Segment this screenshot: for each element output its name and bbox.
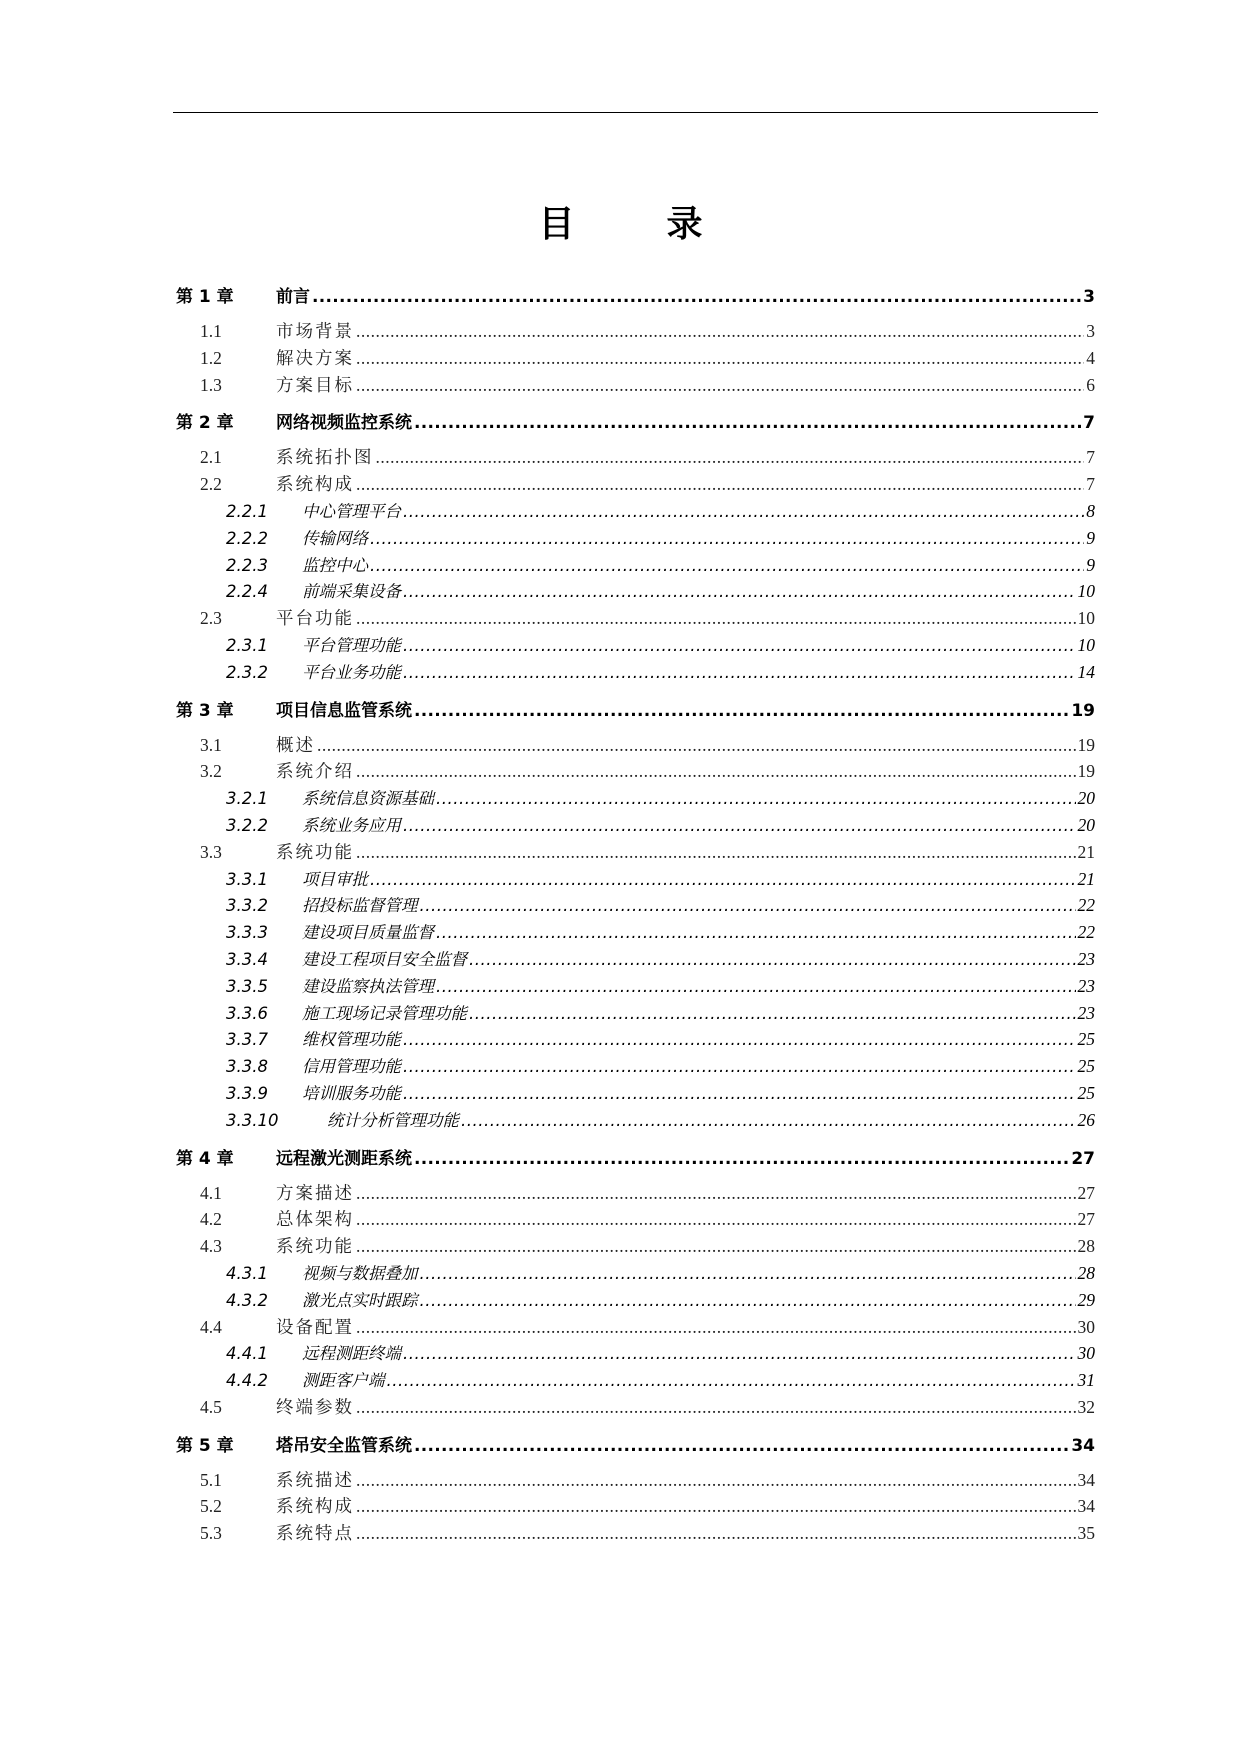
toc-entry-page: 7 bbox=[1083, 413, 1095, 434]
toc-entry-title: 系统描述 bbox=[276, 1469, 354, 1490]
toc-entry-title: 概述 bbox=[276, 734, 315, 755]
toc-entry-title: 培训服务功能 bbox=[302, 1083, 401, 1103]
toc-entry-number: 5.2 bbox=[200, 1496, 222, 1517]
toc-entry-page: 10 bbox=[1077, 634, 1095, 655]
toc-leader-dots bbox=[420, 893, 1076, 920]
toc-entry-title: 终端参数 bbox=[276, 1396, 354, 1417]
toc-leader-dots bbox=[356, 1233, 1076, 1260]
toc-entry-number: 4.2 bbox=[200, 1209, 222, 1230]
toc-leader-dots bbox=[356, 605, 1076, 632]
toc-leader-dots bbox=[356, 1493, 1076, 1520]
toc-entry-page: 26 bbox=[1077, 1109, 1095, 1130]
toc-entry[interactable] bbox=[176, 1394, 1095, 1421]
toc-entry[interactable] bbox=[176, 1340, 1095, 1367]
toc-entry-number: 4.3 bbox=[200, 1236, 222, 1257]
toc-entry-number: 2.2.2 bbox=[226, 528, 268, 548]
toc-entry[interactable] bbox=[176, 1287, 1095, 1314]
toc-entry-title: 远程激光测距系统 bbox=[276, 1148, 412, 1169]
toc-entry-number: 2.2.1 bbox=[226, 501, 268, 521]
toc-entry-number: 3.3 bbox=[200, 841, 222, 862]
toc-entry-page: 22 bbox=[1077, 895, 1095, 916]
toc-entry[interactable] bbox=[176, 605, 1095, 632]
toc-entry[interactable] bbox=[176, 1026, 1095, 1053]
toc-entry-page: 25 bbox=[1077, 1029, 1095, 1050]
toc-entry-number: 3.2.1 bbox=[226, 789, 268, 809]
toc-entry-page: 23 bbox=[1077, 948, 1095, 969]
toc-entry-number: 4.3.1 bbox=[226, 1263, 268, 1283]
toc-entry-title: 视频与数据叠加 bbox=[302, 1263, 418, 1283]
toc-entry-title: 施工现场记录管理功能 bbox=[302, 1003, 467, 1023]
toc-entry-page: 19 bbox=[1071, 700, 1095, 721]
toc-entry-title: 项目审批 bbox=[302, 869, 368, 889]
toc-entry-page: 23 bbox=[1077, 1002, 1095, 1023]
toc-entry-page: 9 bbox=[1086, 554, 1095, 575]
toc-leader-dots bbox=[403, 499, 1084, 526]
toc-entry[interactable] bbox=[176, 732, 1095, 759]
toc-entry-page: 34 bbox=[1071, 1435, 1095, 1456]
toc-entry[interactable] bbox=[176, 282, 1095, 312]
toc-entry-title: 解决方案 bbox=[276, 347, 354, 368]
toc-leader-dots bbox=[356, 318, 1084, 345]
toc-entry-title: 远程测距终端 bbox=[302, 1344, 401, 1364]
toc-entry-title: 平台业务功能 bbox=[302, 662, 401, 682]
toc-entry-title: 系统构成 bbox=[276, 474, 354, 495]
toc-leader-dots bbox=[436, 786, 1076, 813]
toc-leader-dots bbox=[356, 1467, 1076, 1494]
toc-entry[interactable] bbox=[176, 1260, 1095, 1287]
toc-entry-page: 28 bbox=[1077, 1262, 1095, 1283]
toc-entry[interactable] bbox=[176, 345, 1095, 372]
toc-entry-number: 1.2 bbox=[200, 347, 222, 368]
toc-entry-number: 3.3.8 bbox=[226, 1057, 268, 1077]
toc-entry-title: 塔吊安全监管系统 bbox=[276, 1435, 412, 1456]
toc-leader-dots bbox=[403, 633, 1076, 660]
toc-entry[interactable] bbox=[176, 839, 1095, 866]
toc-entry-page: 32 bbox=[1077, 1396, 1095, 1417]
toc-entry[interactable] bbox=[176, 696, 1095, 726]
toc-entry-number: 2.3.2 bbox=[226, 662, 268, 682]
toc-leader-dots bbox=[420, 1261, 1076, 1288]
toc-entry[interactable] bbox=[176, 1233, 1095, 1260]
toc-entry-number: 第 2 章 bbox=[176, 413, 234, 434]
toc-entry-page: 34 bbox=[1077, 1469, 1095, 1490]
toc-entry-page: 29 bbox=[1077, 1289, 1095, 1310]
toc-leader-dots bbox=[356, 839, 1076, 866]
toc-leader-dots bbox=[356, 471, 1084, 498]
toc-entry-title: 方案目标 bbox=[276, 374, 354, 395]
toc-entry[interactable] bbox=[176, 892, 1095, 919]
toc-entry-number: 3.3.3 bbox=[226, 923, 268, 943]
toc-entry[interactable] bbox=[176, 372, 1095, 399]
toc-entry-number: 1.1 bbox=[200, 321, 222, 341]
toc-entry-page: 19 bbox=[1077, 734, 1095, 755]
toc-entry-number: 2.2 bbox=[200, 474, 222, 495]
toc-entry[interactable] bbox=[176, 1493, 1095, 1520]
toc-entry-page: 10 bbox=[1077, 581, 1095, 602]
toc-leader-dots bbox=[356, 1520, 1076, 1547]
toc-leader-dots bbox=[356, 1314, 1076, 1341]
toc-entry-number: 3.3.6 bbox=[226, 1003, 268, 1023]
toc-entry-number: 1.3 bbox=[200, 374, 222, 395]
toc-leader-dots bbox=[420, 1288, 1076, 1315]
toc-entry[interactable] bbox=[176, 919, 1095, 946]
toc-entry-page: 6 bbox=[1086, 374, 1095, 395]
toc-entry-number: 2.3 bbox=[200, 608, 222, 629]
toc-leader-dots bbox=[403, 1027, 1076, 1054]
toc-leader-dots bbox=[356, 372, 1084, 399]
toc-entry[interactable] bbox=[176, 1520, 1095, 1547]
toc-leader-dots bbox=[356, 1180, 1076, 1207]
toc-entry-number: 3.3.5 bbox=[226, 976, 268, 996]
toc-entry-page: 25 bbox=[1077, 1082, 1095, 1103]
toc-entry-number: 3.2.2 bbox=[226, 815, 268, 835]
toc-entry[interactable] bbox=[176, 498, 1095, 525]
toc-entry[interactable] bbox=[176, 471, 1095, 498]
toc-entry-page: 22 bbox=[1077, 922, 1095, 943]
toc-entry-title: 维权管理功能 bbox=[302, 1030, 401, 1050]
toc-leader-dots bbox=[403, 1081, 1076, 1108]
toc-entry-page: 28 bbox=[1077, 1236, 1095, 1257]
toc-entry[interactable] bbox=[176, 552, 1095, 579]
toc-leader-dots bbox=[414, 696, 1069, 726]
toc-entry[interactable] bbox=[176, 1314, 1095, 1341]
toc-entry-page: 27 bbox=[1071, 1148, 1095, 1169]
toc-entry-page: 27 bbox=[1077, 1209, 1095, 1230]
toc-entry-number: 2.2.4 bbox=[226, 582, 268, 602]
toc-entry[interactable] bbox=[176, 1144, 1095, 1174]
toc-entry-page: 23 bbox=[1077, 975, 1095, 996]
toc-entry-title: 方案描述 bbox=[276, 1182, 354, 1203]
toc-entry-title: 平台管理功能 bbox=[302, 635, 401, 655]
toc-entry-page: 7 bbox=[1086, 474, 1095, 495]
toc-leader-dots bbox=[403, 1341, 1076, 1368]
toc-entry-number: 2.3.1 bbox=[226, 635, 268, 655]
toc-leader-dots bbox=[356, 1206, 1076, 1233]
toc-leader-dots bbox=[370, 553, 1084, 580]
toc-leader-dots bbox=[414, 1431, 1069, 1461]
toc-entry-title: 建设工程项目安全监督 bbox=[302, 949, 467, 969]
toc-leader-dots bbox=[436, 974, 1076, 1001]
toc-entry-title: 监控中心 bbox=[302, 555, 368, 575]
toc-entry-title: 统计分析管理功能 bbox=[327, 1110, 459, 1130]
toc-entry-page: 7 bbox=[1086, 447, 1095, 468]
toc-leader-dots bbox=[356, 345, 1084, 372]
toc-entry-number: 第 5 章 bbox=[176, 1435, 234, 1456]
toc-entry-title: 系统构成 bbox=[276, 1496, 354, 1517]
toc-entry[interactable] bbox=[176, 785, 1095, 812]
toc-entry-number: 4.4.1 bbox=[226, 1344, 268, 1364]
toc-entry-title: 前端采集设备 bbox=[302, 582, 401, 602]
toc-leader-dots bbox=[414, 1144, 1069, 1174]
toc-entry[interactable] bbox=[176, 758, 1095, 785]
toc-leader-dots bbox=[403, 660, 1076, 687]
toc-entry[interactable] bbox=[176, 578, 1095, 605]
toc-entry-title: 前言 bbox=[276, 287, 310, 307]
toc-entry-title: 系统信息资源基础 bbox=[302, 789, 434, 809]
toc-entry-page: 20 bbox=[1077, 788, 1095, 809]
toc-entry-number: 3.3.10 bbox=[226, 1110, 279, 1130]
toc-leader-dots bbox=[370, 867, 1076, 894]
toc-entry-title: 网络视频监控系统 bbox=[276, 413, 412, 434]
toc-leader-dots bbox=[414, 408, 1081, 438]
toc-leader-dots bbox=[469, 947, 1076, 974]
header-rule bbox=[173, 112, 1098, 113]
toc-entry[interactable] bbox=[176, 1431, 1095, 1461]
toc-entry-number: 4.1 bbox=[200, 1182, 222, 1203]
toc-entry-number: 3.1 bbox=[200, 734, 222, 755]
toc-entry-title: 系统业务应用 bbox=[302, 815, 401, 835]
toc-entry-number: 3.3.7 bbox=[226, 1030, 268, 1050]
toc-entry-page: 31 bbox=[1077, 1370, 1095, 1391]
toc-entry[interactable] bbox=[176, 659, 1095, 686]
toc-entry-page: 20 bbox=[1077, 814, 1095, 835]
toc-entry-number: 5.1 bbox=[200, 1469, 222, 1490]
toc-entry[interactable] bbox=[176, 1206, 1095, 1233]
toc-entry-page: 21 bbox=[1077, 868, 1095, 889]
toc-entry-number: 2.1 bbox=[200, 447, 222, 468]
toc-entry-number: 第 4 章 bbox=[176, 1148, 234, 1169]
toc-entry-number: 3.3.9 bbox=[226, 1083, 268, 1103]
toc-entry[interactable] bbox=[176, 632, 1095, 659]
toc-entry-number: 3.3.4 bbox=[226, 949, 268, 969]
toc-entry-page: 19 bbox=[1077, 761, 1095, 782]
toc-entry-number: 2.2.3 bbox=[226, 555, 268, 575]
toc-entry-page: 35 bbox=[1077, 1523, 1095, 1544]
toc-entry-page: 14 bbox=[1077, 661, 1095, 682]
toc-entry-page: 27 bbox=[1077, 1182, 1095, 1203]
toc-entry-number: 3.2 bbox=[200, 761, 222, 782]
toc-entry-title: 总体架构 bbox=[276, 1209, 354, 1230]
toc-entry-page: 4 bbox=[1086, 347, 1095, 368]
toc-leader-dots bbox=[387, 1368, 1076, 1395]
toc-entry-page: 9 bbox=[1086, 527, 1095, 548]
toc-entry[interactable] bbox=[176, 1000, 1095, 1027]
toc-leader-dots bbox=[317, 732, 1076, 759]
toc-entry-page: 8 bbox=[1086, 500, 1095, 521]
toc-leader-dots bbox=[469, 1001, 1076, 1028]
toc-entry-title: 建设监察执法管理 bbox=[302, 976, 434, 996]
toc-entry-title: 市场背景 bbox=[276, 321, 354, 341]
toc-entry[interactable] bbox=[176, 1107, 1095, 1134]
toc-leader-dots bbox=[356, 758, 1076, 785]
toc-entry[interactable] bbox=[176, 1467, 1095, 1494]
table-of-contents bbox=[176, 282, 1095, 1547]
page-title: 目 录 bbox=[538, 204, 731, 245]
toc-entry[interactable] bbox=[176, 444, 1095, 471]
toc-leader-dots bbox=[436, 920, 1076, 947]
toc-entry[interactable] bbox=[176, 318, 1095, 345]
toc-entry-number: 3.3.2 bbox=[226, 896, 268, 916]
toc-entry-page: 21 bbox=[1077, 841, 1095, 862]
toc-entry-title: 系统拓扑图 bbox=[276, 447, 374, 468]
toc-entry-title: 信用管理功能 bbox=[302, 1057, 401, 1077]
toc-entry-page: 34 bbox=[1077, 1496, 1095, 1517]
toc-entry-page: 30 bbox=[1077, 1316, 1095, 1337]
toc-entry[interactable] bbox=[176, 408, 1095, 438]
toc-entry-title: 测距客户端 bbox=[302, 1371, 385, 1391]
toc-entry-title: 传输网络 bbox=[302, 528, 368, 548]
toc-entry[interactable] bbox=[176, 973, 1095, 1000]
toc-entry-page: 30 bbox=[1077, 1343, 1095, 1364]
toc-entry-number: 第 3 章 bbox=[176, 700, 234, 721]
toc-entry-title: 系统特点 bbox=[276, 1523, 354, 1544]
toc-entry-number: 4.5 bbox=[200, 1396, 222, 1417]
toc-entry-page: 3 bbox=[1083, 287, 1095, 307]
toc-entry-title: 系统功能 bbox=[276, 1236, 354, 1257]
toc-entry[interactable] bbox=[176, 1080, 1095, 1107]
toc-entry[interactable] bbox=[176, 946, 1095, 973]
toc-entry-title: 建设项目质量监督 bbox=[302, 923, 434, 943]
toc-leader-dots bbox=[461, 1108, 1076, 1135]
toc-entry-number: 4.3.2 bbox=[226, 1290, 268, 1310]
toc-entry-number: 4.4.2 bbox=[226, 1371, 268, 1391]
toc-entry-title: 系统介绍 bbox=[276, 761, 354, 782]
toc-entry-number: 4.4 bbox=[200, 1316, 222, 1337]
toc-entry-title: 激光点实时跟踪 bbox=[302, 1290, 418, 1310]
toc-entry-title: 招投标监督管理 bbox=[302, 896, 418, 916]
toc-leader-dots bbox=[356, 1394, 1076, 1421]
toc-entry-page: 3 bbox=[1086, 321, 1095, 341]
toc-entry[interactable] bbox=[176, 812, 1095, 839]
toc-leader-dots bbox=[370, 526, 1084, 553]
toc-entry-title: 项目信息监管系统 bbox=[276, 700, 412, 721]
toc-entry-title: 平台功能 bbox=[276, 608, 354, 629]
toc-entry[interactable] bbox=[176, 525, 1095, 552]
toc-leader-dots bbox=[403, 1054, 1076, 1081]
toc-entry[interactable] bbox=[176, 866, 1095, 893]
toc-leader-dots bbox=[403, 579, 1076, 606]
toc-entry[interactable] bbox=[176, 1053, 1095, 1080]
toc-entry-page: 10 bbox=[1077, 608, 1095, 629]
toc-leader-dots bbox=[312, 282, 1081, 312]
toc-entry-title: 系统功能 bbox=[276, 841, 354, 862]
toc-leader-dots bbox=[403, 813, 1076, 840]
toc-entry-number: 第 1 章 bbox=[176, 287, 234, 307]
toc-entry[interactable] bbox=[176, 1180, 1095, 1207]
toc-entry-title: 设备配置 bbox=[276, 1316, 354, 1337]
toc-entry-title: 中心管理平台 bbox=[302, 501, 401, 521]
toc-entry[interactable] bbox=[176, 1367, 1095, 1394]
toc-entry-number: 5.3 bbox=[200, 1523, 222, 1544]
toc-entry-number: 3.3.1 bbox=[226, 869, 268, 889]
toc-entry-page: 25 bbox=[1077, 1056, 1095, 1077]
toc-leader-dots bbox=[376, 444, 1085, 471]
